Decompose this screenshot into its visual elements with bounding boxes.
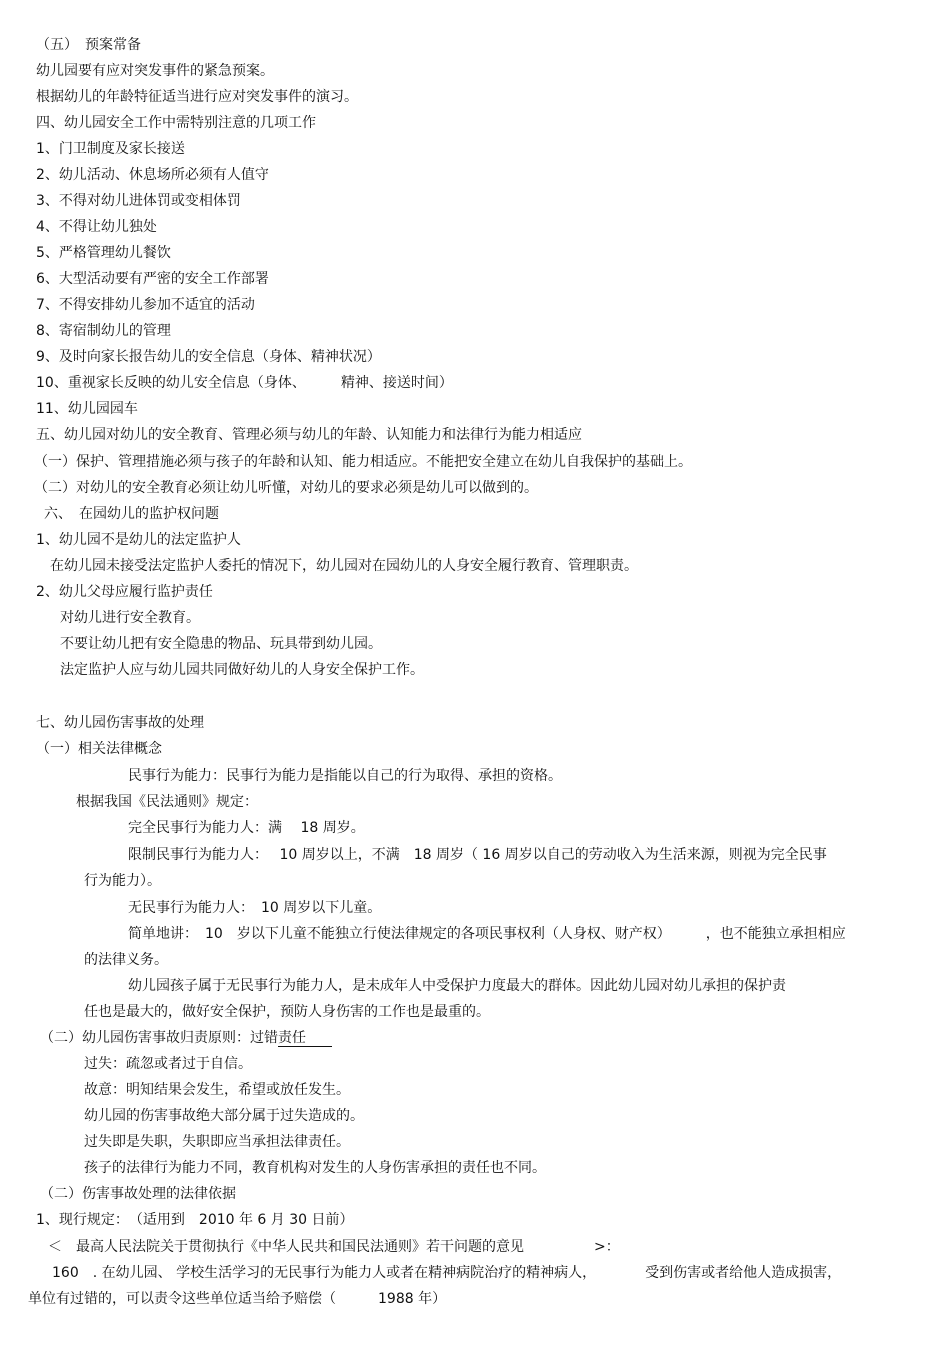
text-line: 任也是最大的，做好安全保护，预防人身伤害的工作也是最重的。 <box>84 1004 490 1020</box>
text-line: 根据我国《民法通则》规定： <box>76 794 258 810</box>
text-line: 法定监护人应与幼儿园共同做好幼儿的人身安全保护工作。 <box>60 662 424 678</box>
text-line: 幼儿园要有应对突发事件的紧急预案。 <box>36 63 274 79</box>
list-item: 11、幼儿园园车 <box>36 401 138 417</box>
heading-text: （二）幼儿园伤害事故归责原则：过错 <box>40 1030 278 1046</box>
text-line: 简单地讲： 10 岁以下儿童不能独立行使法律规定的各项民事权利（人身权、财产权） ，也不能独立承担相应 <box>128 926 846 942</box>
text-line: ＜ 最高人民法院关于贯彻执行《中华人民共和国民法通则》若干问题的意见 >： <box>48 1239 620 1255</box>
list-item: 6、大型活动要有严密的安全工作部署 <box>36 271 269 287</box>
text-line: 不要让幼儿把有安全隐患的物品、玩具带到幼儿园。 <box>60 636 382 652</box>
text-line: 故意：明知结果会发生，希望或放任发生。 <box>84 1082 350 1098</box>
text-line: 160 . 在幼儿园、 学校生活学习的无民事行为能力人或者在精神病院治疗的精神病人， 受到伤害或者给他人造成损害， <box>52 1265 842 1281</box>
list-item: 2、幼儿活动、休息场所必须有人值守 <box>36 167 269 183</box>
list-item: 3、不得对幼儿进体罚或变相体罚 <box>36 193 241 209</box>
list-item: 9、及时向家长报告幼儿的安全信息（身体、精神状况） <box>36 349 381 365</box>
text-line: 过失即是失职，失职即应当承担法律责任。 <box>84 1134 350 1150</box>
text-line: 单位有过错的，可以责令这些单位适当给予赔偿（ 1988 年） <box>28 1291 447 1307</box>
text-line: 孩子的法律行为能力不同，教育机构对发生的人身伤害承担的责任也不同。 <box>84 1160 546 1176</box>
list-item: 1、现行规定： （适用到 2010 年 6 月 30 日前） <box>36 1212 354 1228</box>
list-item: 1、门卫制度及家长接送 <box>36 141 185 157</box>
text-line: 完全民事行为能力人：满 18 周岁。 <box>128 820 365 836</box>
list-item: 7、不得安排幼儿参加不适宜的活动 <box>36 297 255 313</box>
text-line: 行为能力）。 <box>84 873 161 889</box>
text-line: 的法律义务。 <box>84 952 168 968</box>
list-item: 5、严格管理幼儿餐饮 <box>36 245 171 261</box>
text-line: 民事行为能力：民事行为能力是指能以自己的行为取得、承担的资格。 <box>128 768 562 784</box>
text-line: 根据幼儿的年龄特征适当进行应对突发事件的演习。 <box>36 89 358 105</box>
section-5-preparedness-heading: （五） 预案常备 <box>36 37 141 53</box>
list-item: 2、幼儿父母应履行监护责任 <box>36 584 213 600</box>
text-line: （二）对幼儿的安全教育必须让幼儿听懂，对幼儿的要求必须是幼儿可以做到的。 <box>34 480 538 496</box>
text-line: 幼儿园的伤害事故绝大部分属于过失造成的。 <box>84 1108 364 1124</box>
list-item: 8、寄宿制幼儿的管理 <box>36 323 171 339</box>
subsection-heading <box>40 1028 332 1048</box>
list-item: 1、幼儿园不是幼儿的法定监护人 <box>36 532 241 548</box>
section-6-heading: 六、 在园幼儿的监护权问题 <box>44 506 219 522</box>
subsection-heading: （二）伤害事故处理的法律依据 <box>40 1186 236 1202</box>
section-4-heading: 四、幼儿园安全工作中需特别注意的几项工作 <box>36 115 316 131</box>
list-item: 10、重视家长反映的幼儿安全信息（身体、 精神、接送时间） <box>36 375 453 391</box>
text-line: 限制民事行为能力人： 10 周岁以上，不满 18 周岁（ 16 周岁以自己的劳动收入为生活来源，则视为完全民事 <box>128 847 827 863</box>
text-line: 在幼儿园未接受法定监护人委托的情况下，幼儿园对在园幼儿的人身安全履行教育、管理职责。 <box>50 558 638 574</box>
text-line: 过失：疏忽或者过于自信。 <box>84 1056 252 1072</box>
section-7-heading: 七、幼儿园伤害事故的处理 <box>36 715 204 731</box>
subsection-heading: （一）相关法律概念 <box>36 741 162 757</box>
text-line: （一）保护、管理措施必须与孩子的年龄和认知、能力相适应。不能把安全建立在幼儿自我保护的基础上。 <box>34 454 692 470</box>
text-line: 对幼儿进行安全教育。 <box>60 610 200 626</box>
list-item: 4、不得让幼儿独处 <box>36 219 157 235</box>
underlined-term: 责任 <box>278 1030 332 1047</box>
text-line: 无民事行为能力人： 10 周岁以下儿童。 <box>128 900 382 916</box>
section-5-heading: 五、幼儿园对幼儿的安全教育、管理必须与幼儿的年龄、认知能力和法律行为能力相适应 <box>36 427 582 443</box>
text-line: 幼儿园孩子属于无民事行为能力人，是未成年人中受保护力度最大的群体。因此幼儿园对幼儿承担的保护责 <box>128 978 786 994</box>
